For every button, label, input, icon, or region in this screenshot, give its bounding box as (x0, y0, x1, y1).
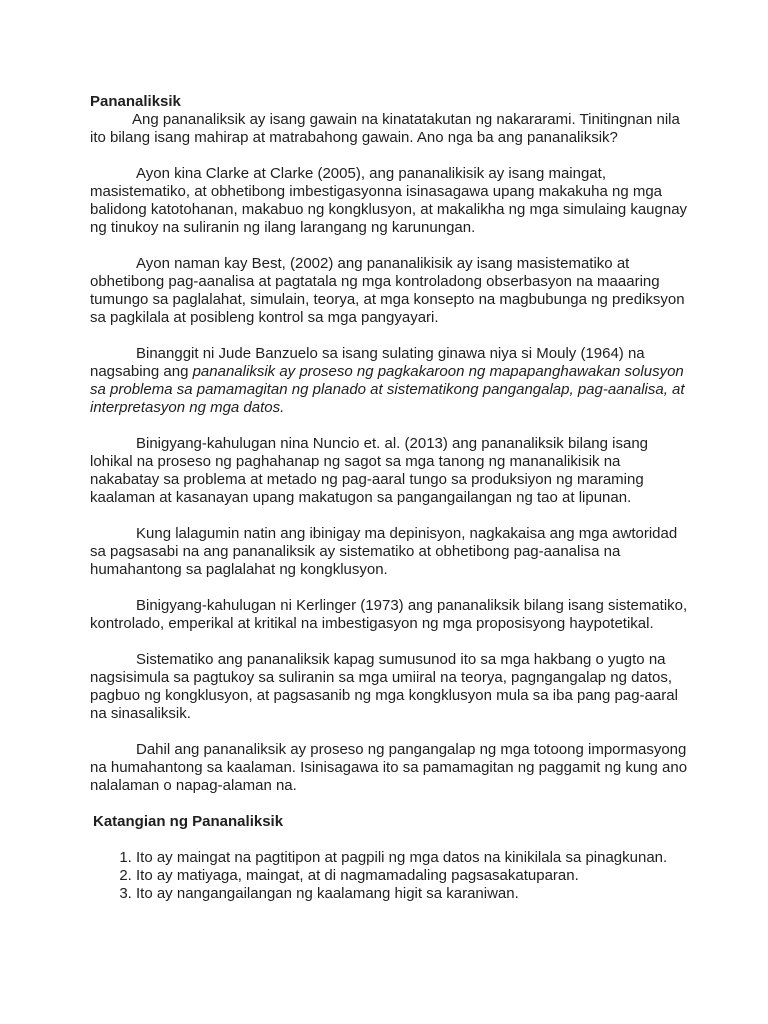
paragraph-mouly (90, 345, 690, 417)
paragraph-mouly-quote: pananaliksik ay proseso ng pagkakaroon ng mapapanghawakan solusyon sa problema sa pamamagitan ng planado at sistematikong pangangalap, pag-aanalisa, at interpretasyon ng mga datos. (90, 363, 685, 416)
document-page (90, 93, 690, 903)
paragraph-best: Ayon naman kay Best, (2002) ang pananalikisik ay isang masistematiko at obhetibong pag-aanalisa at pagtatala ng mga kontroladong obserbasyon na maaaring tumungo sa paglalahat, simulain, teorya, at mga konsepto na magbubunga ng prediksyon sa pagkilala at posibleng kontrol sa mga pangyayari. (90, 255, 685, 326)
paragraph-kerlinger: Binigyang-kahulugan ni Kerlinger (1973) ang pananaliksik bilang isang sistematiko, kontrolado, emperikal at kritikal na imbestigasyon ng mga proposisyong haypotetikal. (90, 597, 688, 632)
paragraph-sistematiko: Sistematiko ang pananaliksik kapag sumusunod ito sa mga hakbang o yugto na nagsisimula sa pagtukoy sa suliranin sa mga umiiral na teorya, pagngangalap ng datos, pagbuo ng kongklusyon, at pagsasanib ng mga kongklusyon mula sa iba pang pag-aaral na sinasaliksik. (90, 651, 678, 722)
list-item: 3. Ito ay nangangailangan ng kaalamang higit sa karaniwan. (136, 885, 690, 903)
paragraph-clarke: Ayon kina Clarke at Clarke (2005), ang pananalikisik ay isang maingat, masistematiko, at obhetibong imbestigasyonna isinasagawa upang makakuha ng mga balidong katotohanan, makabuo ng kongklusyon, at makalikha ng mga simulaing kaugnay ng tinukoy na suliranin ng ilang larangang ng karunungan. (90, 165, 688, 236)
list-item: 1. Ito ay maingat na pagtitipon at pagpili ng mga datos na kinikilala sa pinagkunan. (136, 849, 690, 867)
intro-paragraph: Ang pananaliksik ay isang gawain na kinatatakutan ng nakararami. Tinitingnan nila ito bilang isang mahirap at matrabahong gawain. Ano nga ba ang pananaliksik? (90, 111, 680, 146)
characteristics-list (90, 849, 690, 903)
paragraph-dahil: Dahil ang pananaliksik ay proseso ng pangangalap ng mga totoong impormasyong na humahantong sa kaalaman. Isinisagawa ito sa pamamagitan ng paggamit ng kung ano nalalaman o napag-alaman na. (90, 741, 688, 794)
document-title: Pananaliksik (90, 93, 181, 110)
section-heading: Katangian ng Pananaliksik (93, 813, 284, 830)
list-item: 2. Ito ay matiyaga, maingat, at di nagmamadaling pagsasakatuparan. (136, 867, 690, 885)
paragraph-nuncio: Binigyang-kahulugan nina Nuncio et. al. (2013) ang pananaliksik bilang isang lohikal na proseso ng paghahanap ng sagot sa mga tanong ng mananalikisik na nakabatay sa problema at metado ng pag-aaral tungo sa produksiyon ng maraming kaalaman at kasanayan upang makatugon sa pangangailangan ng tao at lipunan. (90, 435, 649, 506)
paragraph-summary: Kung lalagumin natin ang ibinigay ma depinisyon, nagkakaisa ang mga awtoridad sa pagsasabi na ang pananaliksik ay sistematiko at obhetibong pag-aanalisa na humahantong sa paglalahat ng kongklusyon. (90, 525, 678, 578)
paragraph-mouly-text: Binanggit ni Jude Banzuelo sa isang sulating ginawa niya si Mouly (1964) na nagsabing ang (90, 345, 645, 380)
